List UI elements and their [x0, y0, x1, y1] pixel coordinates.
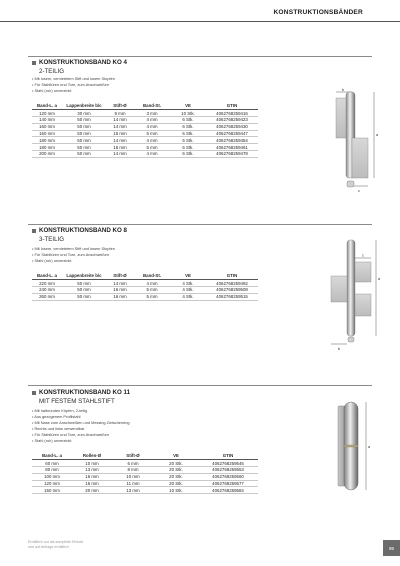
hinge-drawing-ko4 — [322, 86, 384, 198]
table-row — [32, 480, 258, 487]
dimension-label-a: a — [376, 133, 378, 137]
table-cell: 4062768259546 — [212, 460, 244, 466]
table-cell: 4062768259423 — [216, 117, 248, 123]
table-cell: 20 mm — [85, 487, 99, 493]
section-title: KONSTRUKTIONSBAND KO 11 — [39, 389, 131, 396]
table-cell: 5 mm — [146, 294, 158, 300]
table-cell: 30 mm — [77, 110, 91, 116]
table-cell: 4 Stk. — [182, 287, 194, 293]
feature-list — [32, 246, 115, 264]
dimension-label-c: c — [362, 253, 364, 258]
product-table-ko11 — [32, 452, 258, 494]
table-cell: 10 mm — [85, 460, 99, 466]
bullet-square-icon — [32, 391, 36, 395]
table-cell: 80 mm — [45, 467, 59, 473]
table-cell: 6 mm — [127, 460, 139, 466]
column-header: Band-L. a — [36, 273, 57, 278]
table-row — [32, 117, 258, 124]
bullet-square-icon — [32, 61, 36, 65]
table-cell: 6 Stk. — [182, 144, 194, 150]
table-cell: 4062768259584 — [212, 487, 244, 493]
column-header: GTIN — [222, 453, 234, 458]
product-table-ko8 — [32, 272, 258, 301]
column-header: VE — [185, 103, 191, 108]
table-header-row — [32, 272, 258, 280]
table-cell: 4 mm — [146, 137, 158, 143]
page-number-badge: 95 — [383, 540, 400, 556]
column-header: VE — [185, 273, 191, 278]
table-cell: 14 mm — [113, 280, 127, 286]
table-row — [32, 144, 258, 151]
table-row — [32, 293, 258, 300]
column-header: Band-St. — [142, 103, 162, 108]
bullet-square-icon — [32, 229, 36, 233]
section-title: KONSTRUKTIONSBAND KO 4 — [39, 59, 128, 66]
table-cell: 4062768259515 — [216, 294, 248, 300]
feature-item: • Für Stahltüren und Tore, zum Anschweißen — [32, 252, 115, 258]
table-cell: 13 mm — [126, 487, 140, 493]
table-cell: 50 mm — [77, 151, 91, 157]
table-cell: 50 mm — [77, 280, 91, 286]
page-header-title: KONSTRUKTIONSBÄNDER — [273, 9, 363, 16]
table-row — [32, 460, 258, 467]
table-cell: 60 mm — [45, 460, 59, 466]
table-cell: 16 mm — [113, 294, 127, 300]
table-cell: 220 mm — [39, 280, 55, 286]
table-cell: 6 Stk. — [182, 137, 194, 143]
feature-item: • Stahl (roh) unverzinkt — [32, 438, 130, 444]
table-cell: 13 mm — [85, 467, 99, 473]
table-cell: 50 mm — [77, 144, 91, 150]
table-cell: 4 Stk. — [182, 280, 194, 286]
table-cell: 14 mm — [113, 151, 127, 157]
table-cell: 16 mm — [113, 144, 127, 150]
table-cell: 4062768259508 — [216, 287, 248, 293]
section-subtitle: MIT FESTEM STAHLSTIFT — [39, 398, 115, 405]
table-cell: 120 mm — [44, 480, 60, 486]
feature-item: • Für Stahltüren und Tore, zum Anschweißen — [32, 432, 130, 438]
table-cell: 180 mm — [39, 144, 55, 150]
table-cell: 4062768259560 — [212, 474, 244, 480]
section-subtitle: 2-TEILIG — [39, 68, 65, 75]
table-cell: 6 Stk. — [182, 117, 194, 123]
dimension-label-c: c — [358, 189, 360, 193]
table-row — [32, 280, 258, 287]
table-cell: 140 mm — [39, 117, 55, 123]
table-cell: 6 Stk. — [182, 130, 194, 136]
feature-item: • Mit losem, vernietetem Stift und losem Stopfen — [32, 246, 115, 252]
table-row — [32, 137, 258, 144]
table-cell: 8 mm — [127, 467, 139, 473]
table-row — [32, 287, 258, 294]
table-cell: 50 mm — [77, 287, 91, 293]
table-cell: 20 Stk. — [169, 474, 183, 480]
table-row — [32, 473, 258, 480]
column-header: Rollen-Ø — [82, 453, 102, 458]
section-header-ko4 — [32, 59, 127, 75]
section-title: KONSTRUKTIONSBAND KO 8 — [39, 227, 128, 234]
table-cell: 14 mm — [113, 117, 127, 123]
table-cell: 200 mm — [39, 151, 55, 157]
column-header: Band-L. a — [41, 453, 62, 458]
table-cell: 240 mm — [39, 287, 55, 293]
table-cell: 11 mm — [126, 480, 140, 486]
table-cell: 4 mm — [146, 117, 158, 123]
dimension-label-a: a — [368, 445, 370, 449]
table-cell: 16 mm — [113, 287, 127, 293]
table-cell: 6 Stk. — [182, 124, 194, 130]
table-cell: 5 mm — [146, 287, 158, 293]
table-cell: 4062768259478 — [216, 151, 248, 157]
table-cell: 20 Stk. — [169, 480, 183, 486]
feature-list — [32, 408, 130, 444]
table-cell: 4062768259430 — [216, 124, 248, 130]
section-divider — [28, 56, 372, 57]
table-cell: 6 Stk. — [182, 151, 194, 157]
dimension-label-b: b — [338, 347, 340, 351]
table-cell: 160 mm — [39, 124, 55, 130]
table-row — [32, 110, 258, 117]
column-header: Stift-Ø — [126, 453, 140, 458]
column-header: GTIN — [226, 103, 238, 108]
table-cell: 50 mm — [77, 124, 91, 130]
table-cell: 4 mm — [146, 124, 158, 130]
table-cell: 4062768259492 — [216, 280, 248, 286]
feature-item: • Rechts und links verwendbar — [32, 426, 130, 432]
table-cell: 14 mm — [113, 124, 127, 130]
table-cell: 160 mm — [39, 130, 55, 136]
table-cell: 50 mm — [77, 117, 91, 123]
feature-item: • Mit halbrunden Köpfen, 2-teilig — [32, 408, 130, 414]
table-row — [32, 150, 258, 157]
table-cell: 16 mm — [85, 480, 99, 486]
table-cell: 260 mm — [39, 294, 55, 300]
feature-item: • Aus gezogenem Profilstahl — [32, 414, 130, 420]
table-cell: 10 Stk. — [169, 487, 183, 493]
table-cell: 4062768259577 — [212, 480, 244, 486]
hinge-drawing-ko11 — [332, 400, 376, 494]
column-header: VE — [173, 453, 179, 458]
table-cell: 4062768259416 — [216, 110, 248, 116]
table-row — [32, 130, 258, 137]
section-header-ko11 — [32, 389, 130, 405]
page-header — [0, 6, 400, 22]
table-cell: 50 mm — [77, 294, 91, 300]
column-header: Band-L. a — [36, 103, 57, 108]
table-header-row — [32, 452, 258, 460]
table-cell: 4 mm — [146, 151, 158, 157]
table-cell: 16 mm — [85, 474, 99, 480]
table-cell: 20 Stk. — [169, 467, 183, 473]
table-cell: 14 mm — [113, 137, 127, 143]
table-cell: 4 mm — [146, 280, 158, 286]
table-cell: 4062768259461 — [216, 144, 248, 150]
table-row — [32, 487, 258, 494]
section-subtitle: 3-TEILIG — [39, 236, 65, 243]
table-cell: 5 mm — [146, 144, 158, 150]
table-cell: 4062768259454 — [216, 137, 248, 143]
table-cell: 3 mm — [146, 110, 158, 116]
hinge-drawing-ko8 — [322, 236, 384, 354]
header-divider — [0, 21, 400, 22]
table-cell: 4062768259553 — [212, 467, 244, 473]
column-header: Lappenbreite b/c — [66, 273, 102, 278]
table-cell: 16 mm — [113, 130, 127, 136]
section-divider — [28, 224, 372, 225]
table-cell: 10 Stk. — [181, 110, 195, 116]
column-header: GTIN — [226, 273, 238, 278]
section-header-ko8 — [32, 227, 127, 243]
section-divider — [28, 385, 372, 386]
table-cell: 120 mm — [39, 110, 55, 116]
feature-item: • Für Stahltüren und Tore, zum Anschweißen — [32, 82, 115, 88]
dimension-label-a: a — [378, 277, 380, 281]
feature-list — [32, 76, 115, 94]
table-cell: 5 mm — [146, 130, 158, 136]
footer-note-line: und auf Anfrage erhältlich — [28, 545, 69, 549]
table-cell: 50 mm — [77, 130, 91, 136]
dimension-label-b: b — [342, 88, 344, 92]
column-header: Band-St. — [142, 273, 162, 278]
table-cell: 150 mm — [44, 487, 60, 493]
table-cell: 100 mm — [44, 474, 60, 480]
feature-item: • Mit Nase zum Anschweißen und Messing Zwischenring — [32, 420, 130, 426]
feature-item: • Stahl (roh) unverzinkt — [32, 258, 115, 264]
table-cell: 4062768259447 — [216, 130, 248, 136]
table-row — [32, 123, 258, 130]
footer-note — [28, 540, 83, 550]
column-header: Lappenbreite b/c — [66, 103, 102, 108]
table-cell: 20 Stk. — [169, 460, 183, 466]
table-cell: 50 mm — [77, 137, 91, 143]
table-cell: 10 mm — [126, 474, 140, 480]
table-header-row — [32, 102, 258, 110]
footer-note-line: Erhältlich nur als komplette Einheit — [28, 540, 84, 544]
table-cell: 180 mm — [39, 137, 55, 143]
table-cell: 4 Stk. — [182, 294, 194, 300]
table-row — [32, 467, 258, 474]
product-table-ko4 — [32, 102, 258, 158]
column-header: Stift-Ø — [113, 103, 127, 108]
feature-item: • Mit losem, vernietetem Stift und losem Stopfen — [32, 76, 115, 82]
table-cell: 9 mm — [114, 110, 126, 116]
feature-item: • Stahl (roh) unverzinkt — [32, 88, 115, 94]
column-header: Stift-Ø — [113, 273, 127, 278]
